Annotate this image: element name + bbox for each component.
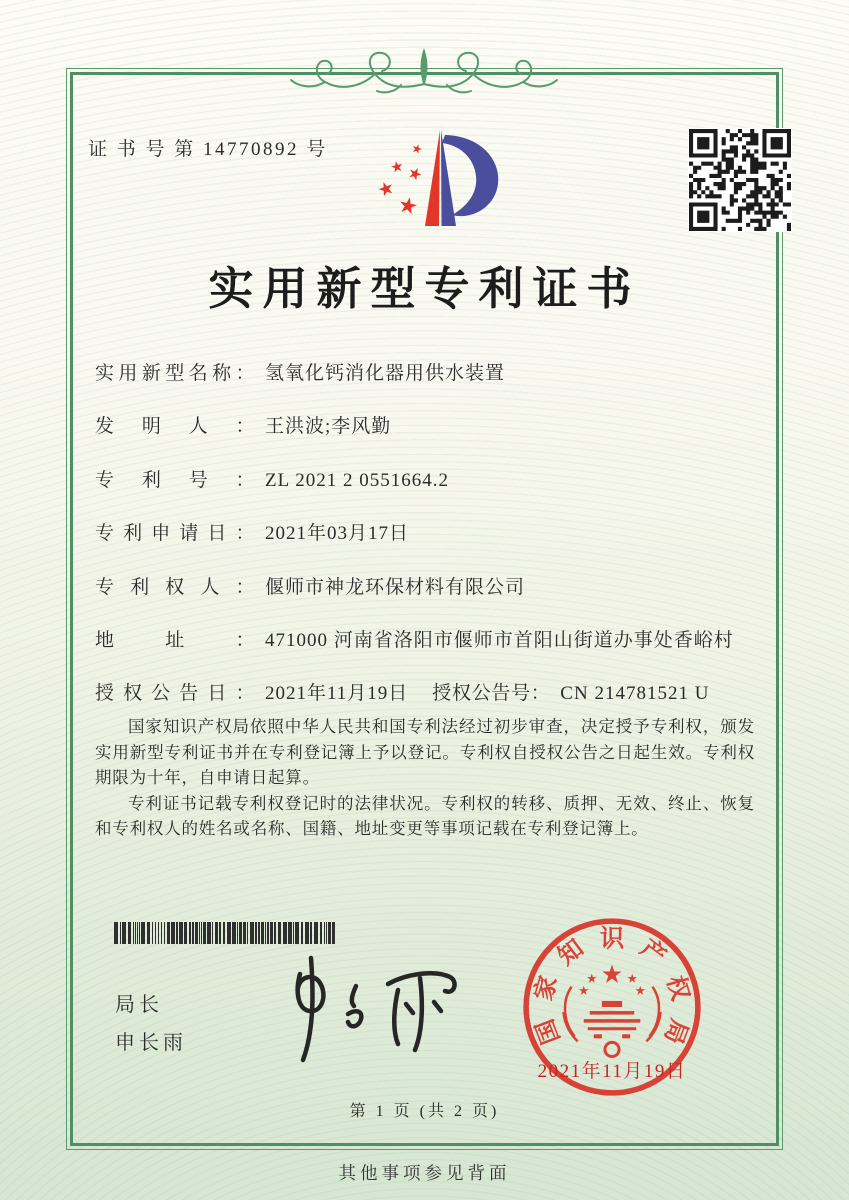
director-signature-icon <box>248 950 463 1068</box>
footer-note: 其他事项参见背面 <box>338 1163 511 1183</box>
field-label: 实用新型名称： <box>95 363 255 384</box>
field-row-filing-date <box>95 518 759 571</box>
svg-text:国: 国 <box>531 1015 566 1048</box>
svg-text:产: 产 <box>635 934 671 971</box>
barcode-icon <box>114 922 340 944</box>
field-value: 王洪波;李风勤 <box>265 416 392 438</box>
director-name: 申长雨 <box>115 1032 187 1054</box>
svg-text:知: 知 <box>553 934 589 971</box>
page-number: 第 1 页 (共 2 页) <box>349 1103 500 1120</box>
field-value: 2021年11月19日 <box>265 683 409 705</box>
certificate-title: 实用新型专利证书 <box>208 264 641 314</box>
legal-paragraph-1: 国家知识产权局依照中华人民共和国专利法经过初步审查，决定授予专利权，颁发实用新型专利证书并在专利登记簿上予以登记。专利权自授权公告之日起生效。专利权期限为十年，自申请日起算。 <box>95 717 755 787</box>
field-row-patent-no <box>95 465 759 518</box>
field-row-inventor <box>95 411 759 464</box>
field-label: 专利申请日： <box>95 523 255 545</box>
qr-code-icon <box>688 128 792 232</box>
cnipa-patent-logo-icon <box>345 118 525 240</box>
field-value: 2021年03月17日 <box>265 523 410 545</box>
field-label: 发明人： <box>95 416 255 438</box>
field-label: 地址： <box>95 629 255 651</box>
svg-text:家: 家 <box>530 972 563 1004</box>
svg-text:局: 局 <box>658 1015 693 1048</box>
field-row-name <box>95 358 759 411</box>
field-row-address <box>95 625 759 678</box>
field-label: 授权公告号： <box>432 683 551 705</box>
seal-date: 2021年11月19日 <box>537 1061 687 1082</box>
svg-text:权: 权 <box>661 972 694 1004</box>
green-scroll-ornament-icon <box>289 44 559 98</box>
field-value: ZL 2021 2 0551664.2 <box>265 469 450 491</box>
svg-text:识: 识 <box>599 925 625 953</box>
field-label: 授权公告日： <box>95 683 255 705</box>
field-value: 氢氧化钙消化器用供水装置 <box>265 363 506 384</box>
certificate-number: 证 书 号 第 14770892 号 <box>88 139 328 160</box>
director-label: 局长 <box>115 994 163 1016</box>
field-value: CN 214781521 U <box>560 683 710 705</box>
field-label: 专利权人： <box>95 576 255 598</box>
director-block <box>115 986 187 1062</box>
grant-date-pair <box>95 678 408 705</box>
grant-number-pair <box>432 678 709 705</box>
field-row-patentee <box>95 572 759 625</box>
field-value: 偃师市神龙环保材料有限公司 <box>265 576 526 598</box>
legal-paragraph-2: 专利证书记载专利权登记时的法律状况。专利权的转移、质押、无效、终止、恢复和专利权人的姓名或名称、国籍、地址变更等事项记载在专利登记簿上。 <box>95 793 755 838</box>
legal-text <box>95 714 755 842</box>
field-list <box>95 358 759 732</box>
field-value: 471000 河南省洛阳市偃师市首阳山街道办事处香峪村 <box>265 629 734 651</box>
field-label: 专利号： <box>95 469 255 491</box>
